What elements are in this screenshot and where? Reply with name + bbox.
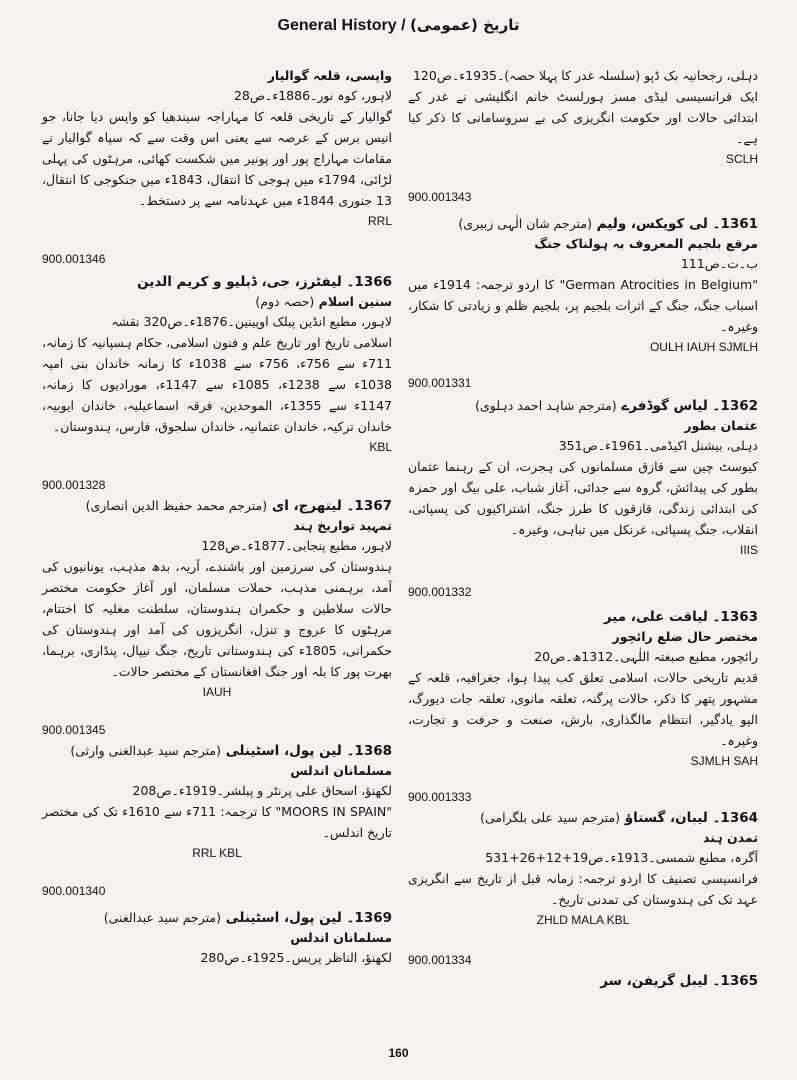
header-title-en: General History / xyxy=(277,17,406,34)
entry-imprint: لاہور، مطبع پنجابی۔1877ء۔ص128 xyxy=(201,538,392,553)
entry-description: ہندوستان کی سرزمین اور باشندے، آریہ، بدھ مذہب، یونانیوں کی آمد، برہمنی مذہب، حملات مسلمان، اور آغاز حکومت مختصر حالات سلاطین و حکمران ہندوستان، سلطنت مغلیہ کا اختتام، مرہٹوں کا عروج و تنزل، انگریزوں کی آمد اور ہندوستان کی حکمرانی، 1805ء کی ہندوستانی تاریخ، جنگ نیپال، پنڈاری، برہما، بھرت پور کا بلہ اور جنگ افغانستان کے مختصر حالات۔ xyxy=(42,559,392,679)
entry-book-title: تمدن ہند xyxy=(703,830,758,845)
header-title-ur: (عمومی) تاریخ xyxy=(410,16,520,34)
entry-book-title: واپسی، قلعہ گوالیار xyxy=(267,68,392,83)
entry-book-title: عثمان بطور xyxy=(684,418,758,433)
entry-description: "German Atrocities in Belgium" کا اردو ترجمہ: 1914ء میں اسباب جنگ، جنگ کے اثرات بلجیم پر، بلجیم ظلم و زیادتی کا شکار، وغیرہ۔ xyxy=(408,277,758,334)
entry-book-title xyxy=(42,292,392,312)
entry-description: ایک فرانسیسی لیڈی مسز ہورلسٹ خانم انگلیشی نے غدر کے ابتدائی حالات اور حکومت انگریزی کی بے سروسامانی کا ذکر کیا ہے۔ xyxy=(408,89,758,146)
entry-imprint: رائچور، مطبع صبغتہ اللٰہی۔1312ھ۔ص20 xyxy=(534,649,758,664)
entry-title xyxy=(408,607,758,627)
entry-imprint: لاہور، مطبع انڈین پبلک اوپینین۔1876ء۔ص320 نقشہ xyxy=(111,314,392,329)
entry-title xyxy=(408,808,758,828)
entry-book-title: مرقع بلجیم المعروف بہ ہولناک جنگ xyxy=(534,236,758,251)
entry-author: 1368۔ لین پول، اسٹینلی xyxy=(225,743,392,759)
entry-description: "MOORS IN SPAIN" کا ترجمہ: 711ء سے 1610ء تک کی مختصر تاریخ اندلس۔ xyxy=(42,804,393,840)
entry-author: 1369۔ لین پول، اسٹینلی xyxy=(225,910,392,926)
accession-number: 900.001346 xyxy=(42,252,106,266)
entry-book-title: مسلمانان اندلس xyxy=(290,763,392,778)
entry-book-name: سنین اسلام xyxy=(318,294,392,309)
entry-description: فرانسیسی تصنیف کا اردو ترجمہ: زمانہ قبل از تاریخ سے انگریزی عہد تک کی ہندوستان کی تمدنی تاریخ۔ xyxy=(408,871,758,907)
entry-1363 xyxy=(408,585,758,768)
entry-library-codes: IIIS xyxy=(739,543,758,557)
entry-description: اسلامی تاریخ اور تاریخ علم و فنون اسلامی، حکام ہسپانیہ کا زمانہ، 711ء سے 756ء، 756ء سے 1038ء کا زمانہ خاندان بنی امیہ 1038ء سے 1238ء، 1085ء سے 1147ء، مورادیوں کا زمانہ، 1147ء سے 1355ء، الموحدین، فرقہ اسماعیلیہ، خاندان ایوبیہ، خاندان ترکیہ، خاندان عثمانیہ، خاندان سلجوق، فارس، ہندوستان۔ xyxy=(42,335,393,434)
entry-title xyxy=(408,396,758,416)
entry-library-codes: OULH IAUH SJMLH xyxy=(649,340,758,354)
entry-book-title: مختصر حال ضلع رائچور xyxy=(612,629,758,644)
entry-1369 xyxy=(42,884,392,968)
entry-description: قدیم تاریخی حالات، اسلامی تعلق کب پیدا ہوا، جغرافیہ، قلعہ کے مشہور پتھر کا ذکر، حالات پرگنہ، تعلقہ مانوی، تعلقہ جات دیورگ، الپو یادگیر، انتظام مالگذاری، بارش، صنعت و حرفت و تجارت، وغیرہ۔ xyxy=(408,670,758,748)
entry-1361 xyxy=(408,190,758,354)
entry-title xyxy=(408,971,758,991)
accession-number: 900.001334 xyxy=(408,953,472,967)
accession-number: 900.001328 xyxy=(42,478,106,492)
entry-imprint: دہلی، بیشنل اکیڈمی۔1961ء۔ص351 xyxy=(558,438,758,453)
entry-author: 1366۔ لیفٹرز، جی، ڈبلیو و کریم الدین xyxy=(137,274,392,290)
entry-library-codes: RRL xyxy=(367,214,392,228)
page-number: 160 xyxy=(388,1046,409,1060)
entry-author: 1362۔ لیاس گوڈفرے xyxy=(621,398,758,414)
entry-author: 1361۔ لی کویکس، ولیم xyxy=(596,216,758,232)
accession-number: 900.001331 xyxy=(408,376,472,390)
entry-title xyxy=(42,272,392,292)
entry-imprint: لکھنؤ، اسحاق علی پرنٹر و پبلشر۔1919ء۔ص208 xyxy=(132,783,392,798)
entry-1364 xyxy=(408,790,758,927)
page-header xyxy=(0,16,797,35)
left-column xyxy=(42,66,392,968)
accession-number: 900.001343 xyxy=(408,190,472,204)
entry-title xyxy=(42,496,392,516)
entry-author: 1364۔ لیبان، گستاؤ xyxy=(624,810,758,826)
entry-volume: (حصہ دوم) xyxy=(255,294,315,309)
entry-author: 1367۔ لیتھرج، ای xyxy=(271,498,392,514)
right-column xyxy=(408,66,758,991)
entry-author: 1363۔ لیاقت علی، میر xyxy=(603,609,758,625)
entry-library-codes: RRL KBL xyxy=(192,846,242,860)
entry-library-codes: KBL xyxy=(369,440,392,454)
entry-translator: (مترجم شاہد احمد دہلوی) xyxy=(475,398,617,413)
entry-title xyxy=(42,908,392,928)
entry-1365 xyxy=(408,953,758,991)
accession-number: 900.001333 xyxy=(408,790,472,804)
entry-translator: (مترجم محمد حفیظ الدین انصاری) xyxy=(85,498,268,513)
accession-number: 900.001345 xyxy=(42,723,106,737)
entry-1366 xyxy=(42,252,392,454)
entry-description: گوالیار کے تاریخی قلعہ کا مہاراجہ سیندھیا کو واپس دیا جانا، جو انیس برس کے عرصہ سے یعنی اس وقت سے کہ سپاہ گوالیار نے مقامات مہاراج پور اور پونیر میں شکست کھائی، مرہٹوں کی پہلی لڑائی، 1794ء میں ہوجی کا انتقال، 1843ء میں جنکوجی کا انتقال، 13 جنوری 1844ء میں عہدنامہ سے پر دستخط۔ xyxy=(42,109,392,208)
entry-author: 1365۔ لیبل گریفن، سر xyxy=(600,973,758,989)
entry-book-title: تمہید تواریخ ہند xyxy=(293,518,392,533)
entry-translator: (مترجم سید عبدالغنی) xyxy=(103,910,221,925)
entry-cont-left xyxy=(42,66,392,228)
entry-1367 xyxy=(42,478,392,699)
entry-description: کیوسٹ چین سے قازق مسلمانوں کی ہجرت، ان کے رہنما عثمان بطور کی پیدائش، گروہ سے جدائی، آغاز شباب، علی بیگ اور حمزہ کی ابتدائی زندگی، قازقوں کا طرز جنگ، اشتراکیوں کی پسپائی، انقلاب، جنگ پسپائی، غرنکل میں تباہی، وغیرہ۔ xyxy=(408,459,758,537)
entry-title xyxy=(408,214,758,234)
entry-title xyxy=(42,741,392,761)
entry-imprint: دہلی، رجحانیہ بک ڈپو (سلسلہ غدر کا پہلا حصہ)۔1935ء۔ص120 xyxy=(412,68,758,83)
entry-translator: (مترجم سید عبدالغنی وارثی) xyxy=(70,743,221,758)
entry-translator: (مترجم شان الٰہی زبیری) xyxy=(458,216,592,231)
entry-imprint: لکھنؤ، الناظر پریس۔1925ء۔ص280 xyxy=(200,950,392,965)
entry-library-codes: ZHLD MALA KBL xyxy=(536,913,630,927)
entry-library-codes: SCLH xyxy=(725,152,758,166)
entry-translator: (مترجم سید علی بلگرامی) xyxy=(480,810,621,825)
entry-1368 xyxy=(42,723,392,860)
accession-number: 900.001332 xyxy=(408,585,472,599)
accession-number: 900.001340 xyxy=(42,884,106,898)
entry-1362 xyxy=(408,376,758,557)
entry-book-title: مسلمانان اندلس xyxy=(290,930,392,945)
entry-imprint: آگرہ، مطبع شمسی۔1913ء۔ص19+12+26+531 xyxy=(485,850,758,865)
entry-library-codes: IAUH xyxy=(202,685,232,699)
entry-imprint: ب۔ت۔ص111 xyxy=(680,256,758,271)
entry-imprint: لاہور، کوہ نور۔1886ء۔ص28 xyxy=(233,88,392,103)
entry-library-codes: SJMLH SAH xyxy=(690,754,758,768)
entry-cont-right xyxy=(408,66,758,166)
